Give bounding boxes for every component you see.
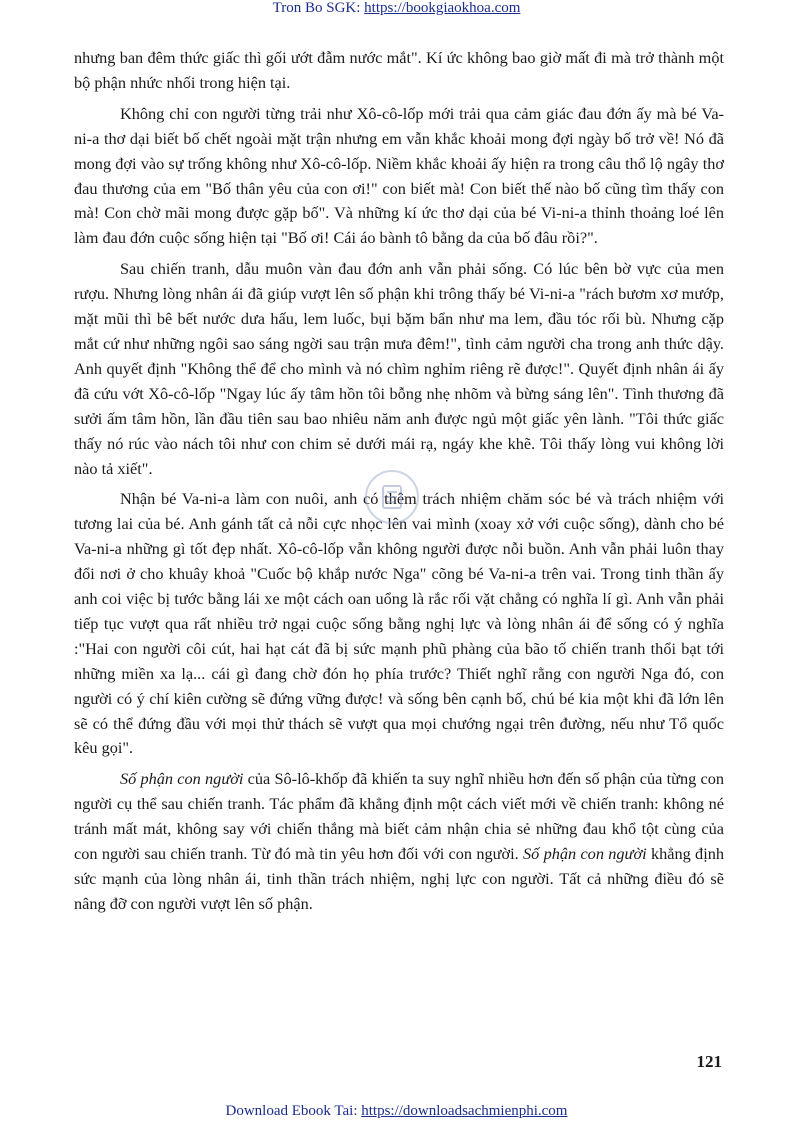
- work-title-1: Số phận con người: [120, 769, 244, 789]
- paragraph-5-text-2: khẳng định sức mạnh của lòng nhân ái, tinh thần trách nhiệm, nghị lực con người. Tất cả những điều đó sẽ nâng đỡ con người vượt lên số phận.: [74, 844, 725, 913]
- paragraph-2: Không chỉ con người từng trải như Xô-cô-lốp mới trải qua cảm giác đau đớn ấy mà bé Va-ni-a thơ dại biết bố chết ngoài mặt trận nhưng em vẫn khắc khoải mong đợi ngày bố trở về! Nó đã mong đợi vào sự trống không như Xô-cô-lốp. Niềm khắc khoải ấy hiện ra trong câu thổ lộ ngây thơ đau thương của em "Bố thân yêu của con ơi!" con biết mà! Con biết thế nào bố cũng tìm thấy con mà! Con chờ mãi mong được gặp bố". Và những kí ức thơ dại của bé Vi-ni-a thỉnh thoảng loé lên làm đau đớn cuộc sống hiện tại "Bố ơi! Cái áo bành tô bằng da của bố đâu rồi?".: [74, 103, 724, 248]
- header-download-link[interactable]: [0, 0, 793, 16]
- paragraph-3: Sau chiến tranh, dẫu muôn vàn đau đớn anh vẫn phải sống. Có lúc bên bờ vực của men rượu. Nhưng lòng nhân ái đã giúp vượt lên số phận khi trông thấy bé Vi-ni-a "rách bươm xơ mướp, mặt mũi thì bê bết nước dưa hấu, lem luốc, bụi bặm bẩn như ma lem, đầu tóc rối bù. Nhưng cặp mắt cứ như những ngôi sao sáng ngời sau trận mưa đêm!", tình cảm người cha trong anh thức dậy. Anh quyết định "Không thể để cho mình và nó chìm nghỉm riêng rẽ được!". Quyết định nhân ái ấy đã cứu vớt Xô-cô-lốp "Ngay lúc ấy tâm hồn tôi bỗng nhẹ nhõm và bừng sáng lên". Tình thương đã sưởi ấm tâm hồn, lần đầu tiên sau bao nhiêu năm anh được ngủ một giấc yên lành. "Tôi thức giấc thấy nó rúc vào nách tôi như con chim sẻ dưới mái rạ, ngáy khe khẽ. Tôi thấy lòng vui không lời nào tả xiết".: [74, 259, 724, 478]
- footer-download-link[interactable]: [0, 1103, 793, 1119]
- paragraph-5: [74, 767, 724, 916]
- paragraph-4: Nhận bé Va-ni-a làm con nuôi, anh có thêm trách nhiệm chăm sóc bé và trách nhiệm với tương lai của bé. Anh gánh tất cả nỗi cực nhọc lên vai mình (xoay xở với cuộc sống), dành cho bé Va-ni-a những gì tốt đẹp nhất. Xô-cô-lốp vẫn không người được nỗi buồn. Anh vẫn phải luôn thay đổi nơi ở cho khuây khoả "Cuốc bộ khắp nước Nga" cõng bé Va-ni-a trên vai. Trong tinh thần ấy anh coi việc bị tước bằng lái xe một cách oan uổng là rắc rối vặt chẳng có nghĩa lí gì. Anh vẫn phải tiếp tục vượt qua rất nhiều trở ngại cuộc sống bằng nghị lực và lòng nhân ái để sống có ý nghĩa :"Hai con người côi cút, hai hạt cát đã bị sức mạnh phũ phàng của bão tố chiến tranh thổi bạt tới những miền xa lạ... cái gì đang chờ đón họ phía trước? Thiết nghĩ rằng con người Nga đó, con người có ý chí kiên cường sẽ đứng vững được! và sống bên cạnh bố, chú bé kia một khi đã lớn lên sẽ có thể đứng đầu với mọi thử thách sẽ vượt qua mọi chướng ngại trên đường, nếu như Tổ quốc kêu gọi".: [74, 489, 724, 758]
- header-url[interactable]: https://bookgiaokhoa.com: [364, 0, 521, 16]
- watermark-icon: [365, 470, 419, 524]
- paragraph-1: nhưng ban đêm thức giấc thì gối ướt đẫm nước mắt". Kí ức không bao giờ mất đi mà trở thành một bộ phận nhức nhối trong hiện tại.: [74, 48, 724, 92]
- page-number: 121: [696, 1052, 722, 1071]
- footer-url[interactable]: https://downloadsachmienphi.com: [361, 1103, 568, 1119]
- header-prefix: Tron Bo SGK:: [272, 0, 365, 16]
- paragraph-5-text-1: của Sô-lô-khốp đã khiến ta suy nghĩ nhiều hơn đến số phận của từng con người cụ thể sau chiến tranh. Tác phẩm đã khẳng định một cách viết mới về chiến tranh: không né tránh mất mát, không say với chiến thắng mà biết cảm nhận chia sẻ những đau khổ tột cùng của con người sau chiến tranh. Từ đó mà tin yêu hơn đối với con người.: [74, 769, 724, 864]
- work-title-2: Số phận con người: [523, 844, 647, 864]
- footer-prefix: Download Ebook Tai:: [225, 1103, 362, 1119]
